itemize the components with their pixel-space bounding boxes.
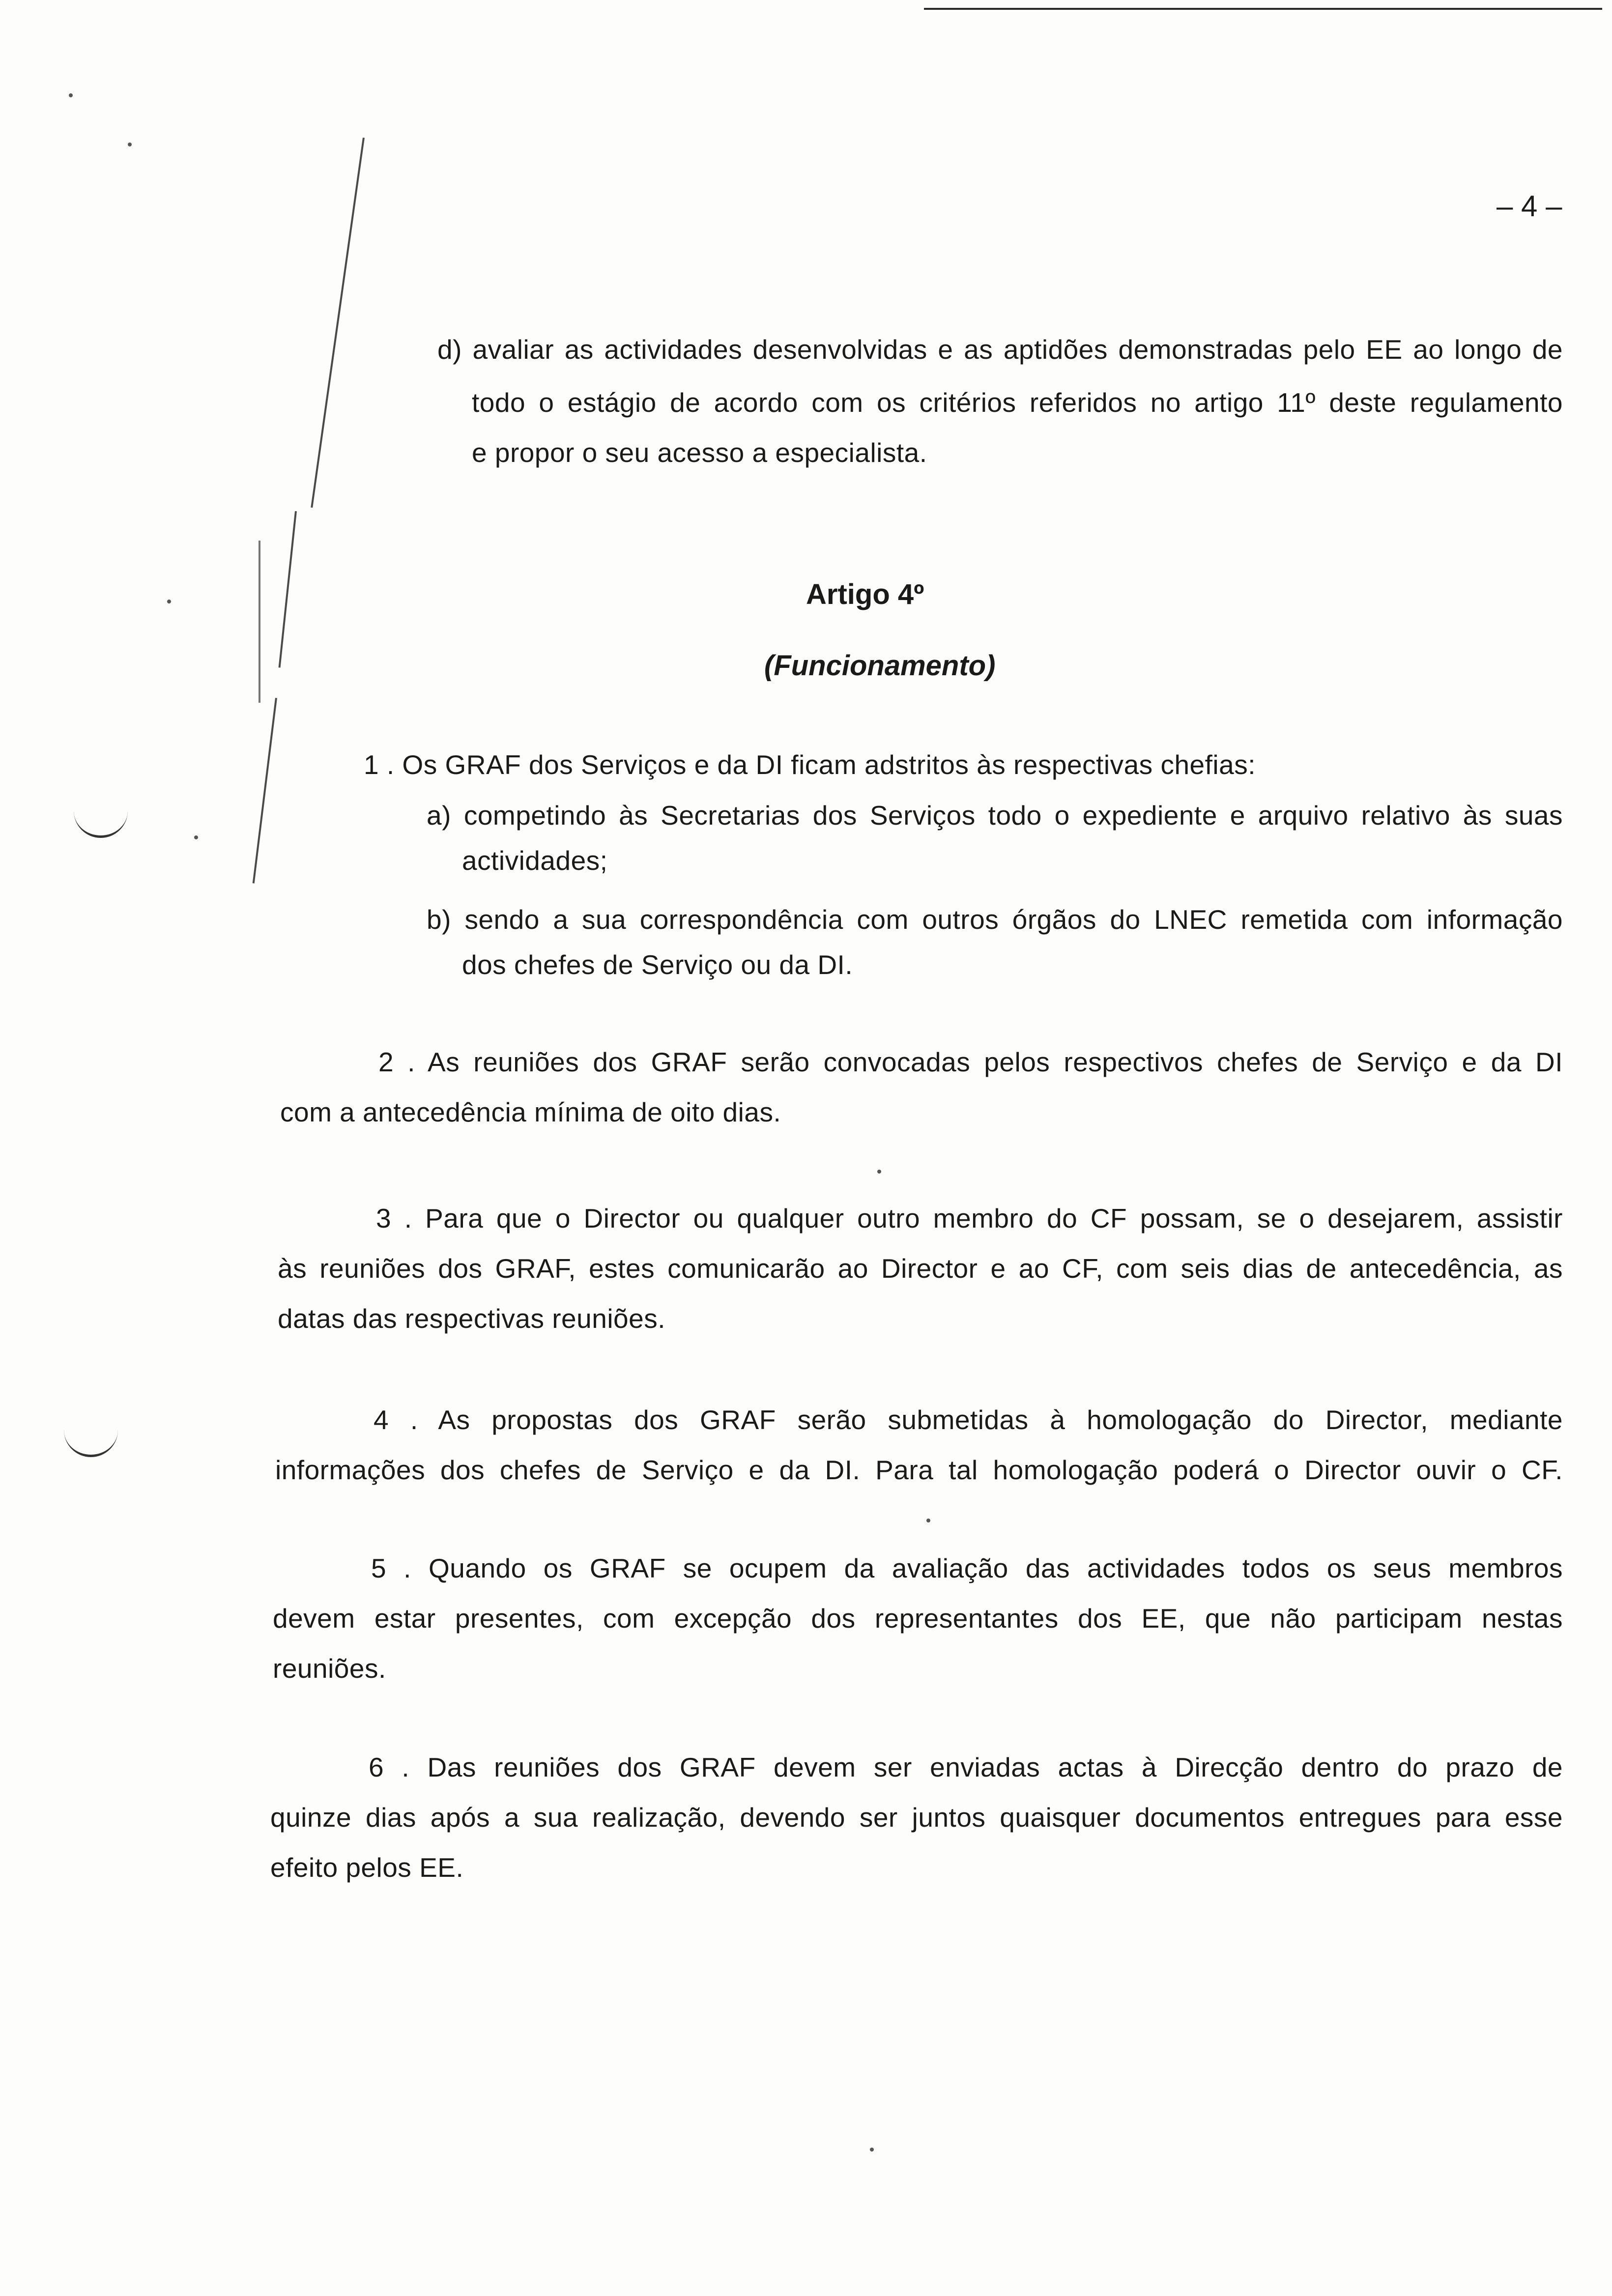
paragraph-3 [278, 1193, 1563, 1344]
speck [926, 1519, 930, 1522]
paragraph-5 [273, 1543, 1563, 1693]
paragraph-6 [270, 1742, 1563, 1893]
paragraph-1-a [427, 790, 1563, 840]
speck [167, 600, 171, 603]
item-d-cont [472, 377, 1563, 478]
paragraph-3-line: 3 . Para que o Director ou qualquer outro membro do CF possam, se o desejarem, assistir [376, 1203, 1563, 1234]
item-d-line: todo o estágio de acordo com os critérios referidos no artigo 11º deste regulamento [472, 387, 1563, 418]
article-title: Artigo 4º [806, 578, 924, 610]
item-d-line: d) avaliar as actividades desenvolvidas e as aptidões demonstradas pelo EE ao longo de [437, 334, 1563, 365]
speck [69, 93, 73, 97]
paragraph-2 [280, 1037, 1563, 1137]
paragraph-3-line: datas das respectivas reuniões. [278, 1303, 665, 1334]
paragraph-1-intro: 1 . Os GRAF dos Serviços e da DI ficam adstritos às respectivas chefias: [364, 749, 1256, 780]
paragraph-1-a-line: a) competindo às Secretarias dos Serviços todo o expediente e arquivo relativo às suas [427, 800, 1563, 831]
paragraph-1-a-line: actividades; [462, 845, 608, 876]
paragraph-1-b [427, 894, 1563, 945]
margin-mark [279, 511, 297, 668]
speck [877, 1170, 881, 1174]
article-subtitle: (Funcionamento) [764, 650, 996, 682]
speck [870, 2148, 874, 2152]
paragraph-6-line: quinze dias após a sua realização, devendo ser juntos quaisquer documentos entregues para esse [270, 1802, 1563, 1833]
paragraph-4-line: informações dos chefes de Serviço e da DI. Para tal homologação poderá o Director ouvir o CF. [275, 1455, 1563, 1485]
paragraph-1-b-cont [462, 940, 1563, 990]
page-number: – 4 – [1497, 190, 1562, 223]
paragraph-2-line: 2 . As reuniões dos GRAF serão convocadas pelos respectivos chefes de Serviço e da DI [378, 1047, 1563, 1077]
margin-mark [259, 541, 260, 703]
margin-mark [311, 138, 365, 508]
top-rule [924, 8, 1602, 10]
paragraph-5-line: devem estar presentes, com excepção dos representantes dos EE, que não participam nestas [273, 1603, 1563, 1634]
item-d-line: e propor o seu acesso a especialista. [472, 437, 927, 468]
margin-mark [253, 698, 277, 884]
paragraph-4-line: 4 . As propostas dos GRAF serão submetidas à homologação do Director, mediante [374, 1405, 1563, 1435]
item-d [437, 324, 1563, 374]
paragraph-1 [364, 740, 1563, 790]
margin-bracket [64, 1425, 118, 1457]
paragraph-1-b-line: dos chefes de Serviço ou da DI. [462, 949, 853, 980]
paragraph-6-line: efeito pelos EE. [270, 1852, 464, 1883]
speck [194, 835, 198, 839]
margin-bracket [74, 806, 128, 838]
paragraph-1-b-line: b) sendo a sua correspondência com outros órgãos do LNEC remetida com informação [427, 904, 1563, 935]
paragraph-5-line: reuniões. [273, 1653, 386, 1684]
paragraph-3-line: às reuniões dos GRAF, estes comunicarão ao Director e ao CF, com seis dias de antecedência, as [278, 1253, 1563, 1284]
speck [128, 143, 132, 146]
paragraph-2-line: com a antecedência mínima de oito dias. [280, 1097, 781, 1127]
paragraph-5-line: 5 . Quando os GRAF se ocupem da avaliação das actividades todos os seus membros [371, 1553, 1563, 1583]
paragraph-6-line: 6 . Das reuniões dos GRAF devem ser enviadas actas à Direcção dentro do prazo de [369, 1752, 1563, 1782]
paragraph-4 [275, 1395, 1563, 1495]
paragraph-1-a-cont [462, 835, 1563, 886]
